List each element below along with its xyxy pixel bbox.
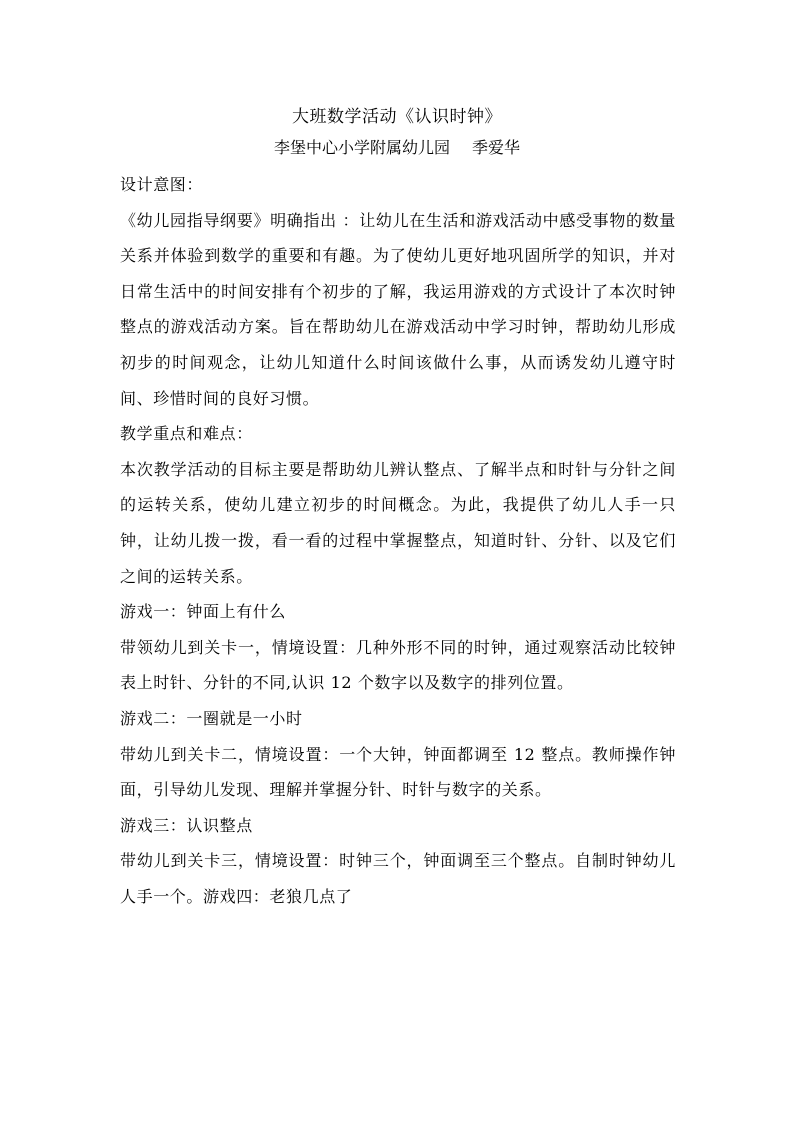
paragraph-game-three: 带幼儿到关卡三，情境设置：时钟三个，钟面调至三个整点。自制时钟幼儿人手一个。游戏四：老狼几点了 [120, 851, 676, 906]
school-name: 李堡中心小学附属幼儿园 [273, 138, 450, 157]
heading-game-one: 游戏一：钟面上有什么 [120, 602, 287, 622]
heading-key-points: 教学重点和难点： [120, 424, 253, 444]
heading-design-intent: 设计意图： [120, 175, 204, 194]
document-title: 大班数学活动《认识时钟》 [292, 107, 502, 127]
paragraph-key-points: 本次教学活动的目标主要是帮助幼儿辨认整点、了解半点和时针与分针之间的运转关系，使幼儿建立初步的时间概念。为此，我提供了幼儿人手一只钟，让幼儿拨一拨，看一看的过程中掌握整点，知道时针、分针、以及它们之间的运转关系。 [120, 459, 676, 586]
paragraph-design-intent: 《幼儿园指导纲要》明确指出 ：让幼儿在生活和游戏活动中感受事物的数量关系并体验到数学的重要和有趣。为了使幼儿更好地巩固所学的知识，并对日常生活中的时间安排有个初步的了解，我运用游戏的方式设计了本次时钟整点的游戏活动方案。旨在帮助幼儿在游戏活动中学习时钟，帮助幼儿形成初步的时间观念，让幼儿知道什么时间该做什么事，从而诱发幼儿遵守时间、珍惜时间的良好习惯。 [120, 210, 676, 408]
heading-game-two: 游戏二：一圈就是一小时 [120, 708, 303, 728]
heading-game-three: 游戏三：认识整点 [120, 815, 253, 835]
document-byline [0, 137, 794, 159]
author-name: 季爱华 [472, 138, 521, 157]
document-body [120, 167, 676, 914]
paragraph-game-one: 带领幼儿到关卡一，情境设置：几种外形不同的时钟，通过观察活动比较钟表上时针、分针的不同,认识 12 个数字以及数字的排列位置。 [120, 637, 676, 693]
paragraph-game-two: 带幼儿到关卡二，情境设置：一个大钟，钟面都调至 12 整点。教师操作钟面，引导幼儿发现、理解并掌握分针、时针与数字的关系。 [120, 744, 676, 800]
